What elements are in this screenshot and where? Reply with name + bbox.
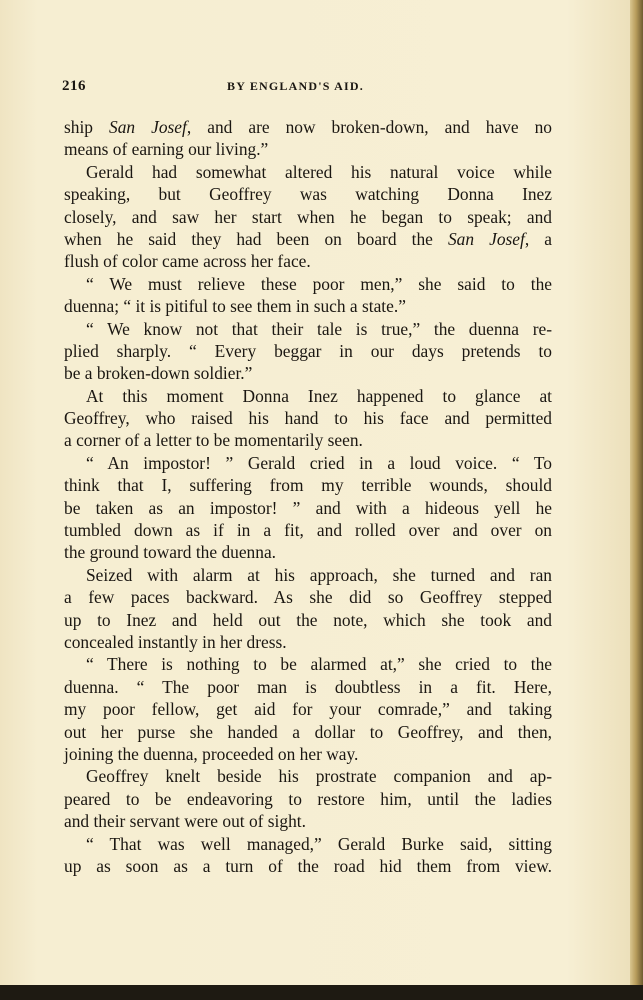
ship-name: San Josef [447, 228, 525, 249]
text-line: a corner of a letter to be momentarily seen. [64, 430, 363, 451]
text-line: up as soon as a turn of the road hid them from view. [64, 855, 552, 876]
text-line: Seized with alarm at his approach, she turned and ran [86, 564, 552, 585]
text-line: “ We must relieve these poor men,” she said to the [86, 273, 552, 294]
text-line: my poor fellow, get aid for your comrade,” and taking [64, 699, 552, 720]
text-line: tumbled down as if in a fit, and rolled over and over on [64, 520, 552, 541]
text-line: flush of color came across her face. [64, 251, 311, 272]
text-line: plied sharply. “ Every beggar in our days pretends to [64, 340, 552, 361]
text-line: Gerald had somewhat altered his natural voice while [86, 161, 552, 182]
text-line: joining the duenna, proceeded on her way. [64, 743, 359, 764]
text-line: concealed instantly in her dress. [64, 631, 287, 652]
page-number: 216 [62, 78, 86, 94]
text-line: think that I, suffering from my terrible wounds, should [64, 475, 552, 496]
text-line: At this moment Donna Inez happened to glance at [86, 385, 552, 406]
text-line: peared to be endeavoring to restore him, until the ladies [64, 788, 552, 809]
text-line: duenna; “ it is pitiful to see them in such a state.” [64, 296, 406, 317]
text-line: “ An impostor! ” Gerald cried in a loud voice. “ To [86, 452, 552, 473]
text-line: be taken as an impostor! ” and with a hideous yell he [64, 497, 552, 518]
body-text [64, 116, 552, 877]
text-line: Geoffrey knelt beside his prostrate companion and ap- [86, 766, 552, 787]
text-line: “ There is nothing to be alarmed at,” she cried to the [86, 654, 552, 675]
text-line: the ground toward the duenna. [64, 542, 277, 563]
text-line: closely, and saw her start when he began to speak; and [64, 206, 552, 227]
text-line: up to Inez and held out the note, which she took and [64, 609, 552, 630]
text-line: Geoffrey, who raised his hand to his face and permitted [64, 408, 552, 429]
text-line: speaking, but Geoffrey was watching Donna Inez [64, 184, 552, 205]
ship-name: San Josef [109, 117, 187, 137]
page-bottom-edge [0, 985, 643, 1000]
page-edge [630, 0, 643, 1000]
running-title: BY ENGLAND'S AID. [227, 79, 364, 93]
text-line: ship San Josef, and are now broken-down, and have no [64, 117, 552, 137]
text-line: “ We know not that their tale is true,” the duenna re- [86, 318, 552, 339]
text-line: means of earning our living.” [64, 139, 269, 160]
text-line: and their servant were out of sight. [64, 811, 306, 832]
text-line: out her purse she handed a dollar to Geoffrey, and then, [64, 721, 552, 742]
text-line: “ That was well managed,” Gerald Burke said, sitting [86, 833, 552, 854]
running-head [62, 78, 552, 100]
text-line: when he said they had been on board the San Josef, a [64, 228, 552, 249]
text-line: be a broken-down soldier.” [64, 363, 253, 384]
text-line: duenna. “ The poor man is doubtless in a fit. Here, [64, 676, 552, 697]
text-line: a few paces backward. As she did so Geoffrey stepped [64, 587, 552, 608]
